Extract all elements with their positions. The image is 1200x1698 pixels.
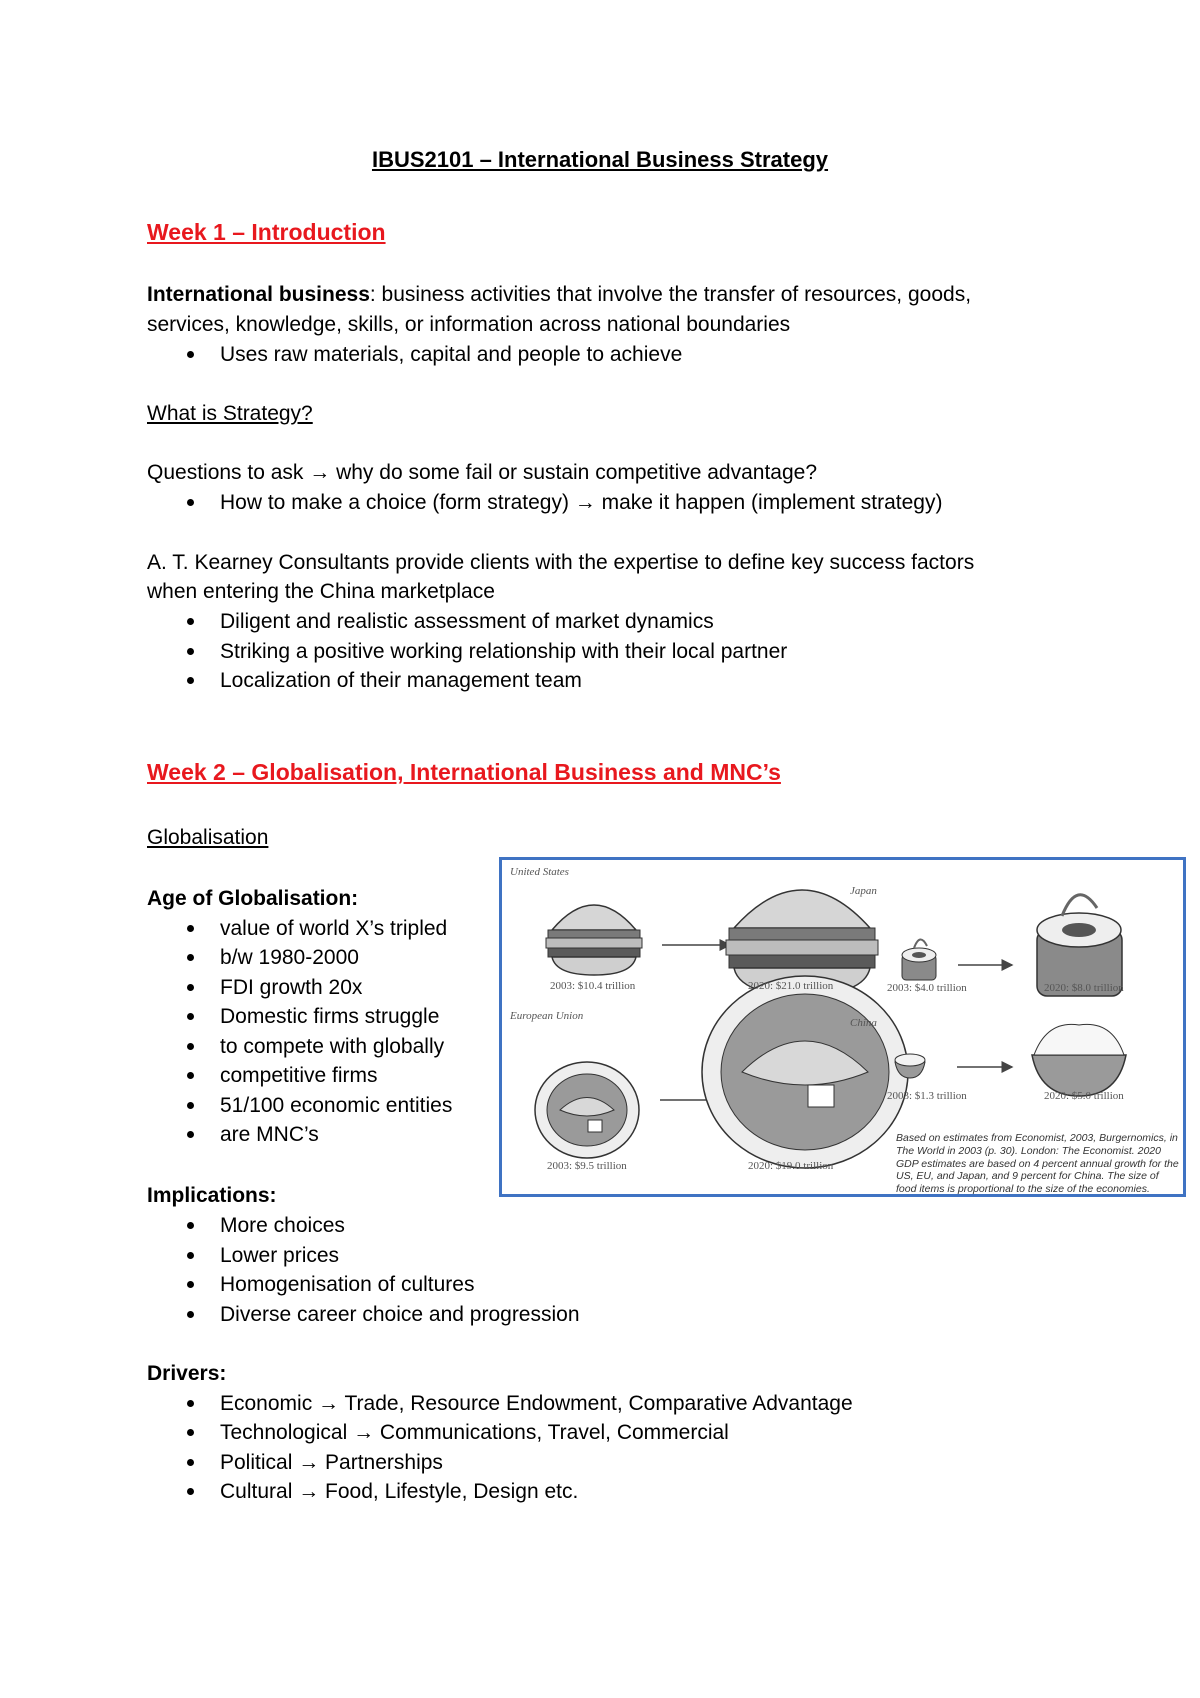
kearney-line-1: A. T. Kearney Consultants provide clients with the expertise to define key success factors: [147, 551, 975, 574]
driver-bullet: Economic → Trade, Resource Endowment, Comparative Advantage: [220, 1392, 853, 1415]
strategy-heading: What is Strategy?: [147, 402, 313, 425]
age-bullet: Domestic firms struggle: [220, 1005, 440, 1028]
sushi-large-icon: [1037, 895, 1122, 996]
ib-definition-line-1: [147, 283, 971, 306]
pie-small-icon: [535, 1062, 639, 1158]
age-bullet-continued: are MNC’s: [220, 1123, 319, 1146]
japan-label: Japan: [850, 885, 877, 897]
kearney-bullet: Striking a positive working relationship with their local partner: [220, 640, 788, 663]
implication-bullet: More choices: [220, 1214, 345, 1237]
china-2003-value: 2003: $1.3 trillion: [887, 1090, 967, 1102]
pie-large-icon: [702, 976, 908, 1168]
age-heading: Age of Globalisation:: [147, 887, 359, 910]
japan-2020-value: 2020: $8.0 trillion: [1044, 982, 1124, 994]
figure-source-note: Based on estimates from Economist, 2003, Burgernomics, in The World in 2003 (p. 30). London: The Economist. 2020 GDP estimates are based on 4 percent annual growth for the US, EU, and Japan, and 9 percent for China. The size of food items is proportional to the size of the economies.: [896, 1132, 1179, 1196]
us-2003-value: 2003: $10.4 trillion: [550, 980, 636, 992]
ib-term: International business: [147, 283, 370, 306]
globalisation-heading: Globalisation: [147, 826, 269, 849]
driver-bullet: Cultural → Food, Lifestyle, Design etc.: [220, 1480, 579, 1503]
rice-bowl-large-icon: [1032, 1024, 1126, 1096]
driver-bullet: Technological → Communications, Travel, Commercial: [220, 1421, 729, 1444]
ib-definition-line-2: services, knowledge, skills, or information across national boundaries: [147, 313, 791, 336]
implications-heading: Implications:: [147, 1184, 277, 1207]
kearney-bullet: Diligent and realistic assessment of market dynamics: [220, 610, 714, 633]
implication-bullet: Homogenisation of cultures: [220, 1273, 475, 1296]
age-bullet-continued: b/w 1980-2000: [220, 946, 359, 969]
china-label: China: [850, 1017, 877, 1029]
implication-bullet: Lower prices: [220, 1244, 340, 1267]
eu-2003-value: 2003: $9.5 trillion: [547, 1160, 627, 1172]
burger-small-icon: [546, 905, 642, 975]
japan-2003-value: 2003: $4.0 trillion: [887, 982, 967, 994]
gdp-food-illustration: [499, 857, 1186, 1197]
drivers-heading: Drivers:: [147, 1362, 227, 1385]
questions-line: Questions to ask → why do some fail or sustain competitive advantage?: [147, 461, 818, 484]
age-bullet-continued: competitive firms: [220, 1064, 378, 1087]
kearney-bullet: Localization of their management team: [220, 669, 582, 692]
questions-bullet: How to make a choice (form strategy) → make it happen (implement strategy): [220, 491, 943, 514]
us-2020-value: 2020: $21.0 trillion: [748, 980, 834, 992]
china-2020-value: 2020: $5.0 trillion: [1044, 1090, 1124, 1102]
age-bullet-continued: to compete with globally: [220, 1035, 445, 1058]
us-label: United States: [510, 866, 569, 878]
implication-bullet: Diverse career choice and progression: [220, 1303, 580, 1326]
age-bullet: value of world X’s tripled: [220, 917, 448, 940]
kearney-line-2: when entering the China marketplace: [147, 580, 495, 603]
eu-label: European Union: [510, 1010, 584, 1022]
eu-2020-value: 2020: $19.0 trillion: [748, 1160, 834, 1172]
sushi-small-icon: [902, 939, 936, 980]
document-title: IBUS2101 – International Business Strategy: [371, 147, 829, 172]
week2-heading: Week 2 – Globalisation, International Business and MNC’s: [147, 759, 781, 785]
age-bullet: 51/100 economic entities: [220, 1094, 453, 1117]
week1-heading: Week 1 – Introduction: [147, 219, 386, 245]
age-bullet: FDI growth 20x: [220, 976, 363, 999]
ib-bullet: Uses raw materials, capital and people to achieve: [220, 343, 683, 366]
ib-definition-text: : business activities that involve the transfer of resources, goods,: [369, 283, 972, 306]
driver-bullet: Political → Partnerships: [220, 1451, 443, 1474]
